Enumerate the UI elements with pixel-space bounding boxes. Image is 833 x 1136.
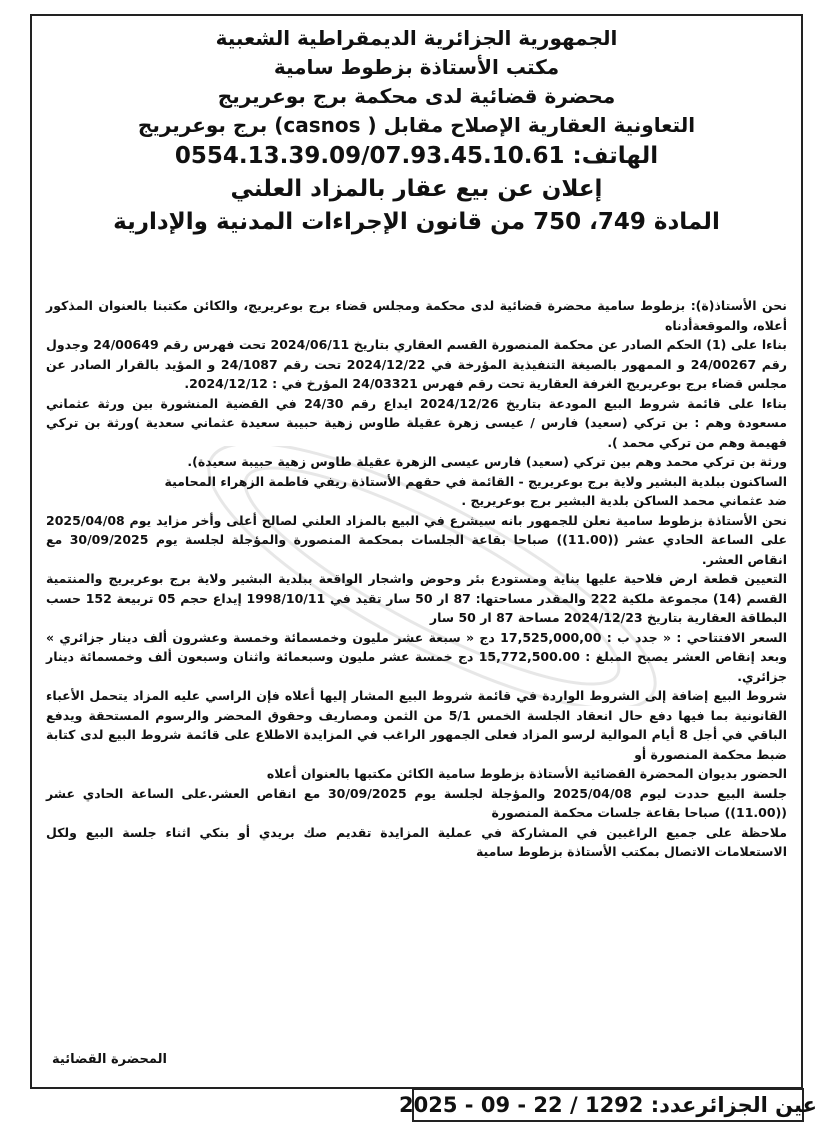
paragraph-residents: الساكنون ببلدية البشير ولاية برج بوعريريج - القائمة في حقهم الأستاذة ريفي فاطمة الزهراء المحامية: [164, 473, 787, 489]
header-legal-articles: المادة 749، 750 من قانون الإجراءات المدنية والإدارية: [113, 209, 720, 235]
paragraph-attendance: الحضور بديوان المحضرة القضائية الأستاذة بزطوط سامية الكائن مكتبها بالعنوان أعلاه: [266, 766, 787, 781]
paragraph-intro: نحن الأستاذ(ة): بزطوط سامية محضرة قضائية لدى محكمة ومجلس قضاء برج بوعريريج، والكائن مكتبنا بالعنوان المذكور أعلاه، والموقعةأدناه: [46, 298, 787, 333]
paragraph-sale-terms: شروط البيع إضافة إلى الشروط الواردة في قائمة شروط البيع المشار إليها أعلاه فإن الراسي عليه المزاد يتحمل الأعباء القانونية بما فيها دفع حال انعقاد الجلسة الخمس 5/1 من الثمن ومصاريف وحقوق المحضر والرسوم المستحقة ويدفع الباقي في أجل 8 أيام الموالية لرسو المزاد فعلى الجمهور الراغب في المزايدة الاطلاع على قائمة شروط البيع لدى كتابة ضبط محكمة المنصورة أو: [46, 688, 787, 762]
header: [32, 16, 801, 239]
header-republic: الجمهورية الجزائرية الديمقراطية الشعبية: [215, 26, 618, 50]
paragraph-session: جلسة البيع حددت ليوم 2025/04/08 والمؤجلة لجلسة يوم 30/09/2025 مع انقاص العشر.على الساعة الحادي عشر ((11.00)) صباحا بقاعة جلسات محكمة المنصورة: [46, 785, 787, 820]
announcement-frame: [30, 14, 803, 1089]
paragraph-conditions-list: بناءا على قائمة شروط البيع المودعة بتاريخ 2024/12/26 ايداع رقم 24/30 في القضية المنشورة بين ورثة عثماني مسعودة وهم : بن تركي (سعيد) فارس / عيسى زهرة عقيلة طاوس زهية حبيبة سعيدة عثماني سعدية )ورثة بن تركي فهيمة وهم من تركي محمد ).: [46, 395, 787, 450]
paragraph-opening-price: السعر الافتتاحي : « جدد ب : 17,525,000,00 دج « سبعة عشر مليون وخمسمائة وخمسة وعشرون ألف دينار جزائري » وبعد إنقاص العشر يصبح المبلغ : 15,772,500.00 دج خمسة عشر مليون وسبعمائة واثنان وسبعون ألف وخمسمائة دينار جزائري.: [46, 629, 787, 684]
header-bailiff: محضرة قضائية لدى محكمة برج بوعريريج: [217, 84, 616, 108]
header-announcement-title: إعلان عن بيع عقار بالمزاد العلني: [230, 176, 603, 202]
paragraph-auction-date: نحن الأستاذة بزطوط سامية نعلن للجمهور بانه سيشرع في البيع بالمزاد العلني لصالح أعلى وأخر مزايد يوم 2025/04/08 على الساعة الحادي عشر ((11.00)) صباحا بقاعة الجلسات بمحكمة المنصورة والمؤجلة لجلسة يوم 30/09/2025 مع انقاص العشر.: [46, 512, 787, 567]
paragraph-note: ملاحظة على جميع الراغبين في المشاركة في عملية المزايدة تقديم صك بريدي أو بنكي اثناء جلسة البيع ولكل الاستعلامات الاتصال بمكتب الأستاذة بزطوط سامية: [46, 824, 787, 859]
signature: المحضرة القضائية: [52, 1052, 167, 1067]
header-phone: الهاتف: 0554.13.39.09/07.93.45.10.61: [174, 143, 659, 169]
paragraph-against: ضد عثماني محمد الساكن بلدية البشير برج بوعريريج .: [461, 493, 787, 508]
announcement-body: [46, 296, 787, 1067]
paragraph-property: التعيين قطعة ارض فلاحية عليها بناية ومستودع بئر وحوض واشجار الواقعة ببلدية البشير ولاية برج بوعريريج والمنتمية القسم (14) مجموعة ملكية 222 والمقدر مساحتها: 87 ار 50 سار تقيد في 1998/10/11 إيداع حجم 05 تربيعة 152 حسب البطاقة العقارية بتاريخ 2024/12/23 مساحة 87 ار 50 سار: [46, 571, 787, 625]
newspaper-footer: عين الجزائرعدد: 1292 / 22 - 09 - 2025: [412, 1088, 804, 1122]
paragraph-judgment: بناءا على (1) الحكم الصادر عن محكمة المنصورة القسم العقاري بتاريخ 2024/06/11 تحت فهرس رقم 24/00649 وجدول رقم 24/00267 و الممهور بالصيغة التنفيذية المؤرخة في 2024/12/22 تحت رقم 24/1087 و المؤيد بالقرار الصادر عن مجلس قضاء برج بوعريريج الغرفة العقارية تحت رقم فهرس 24/03321 المؤرخ في : 2024/12/12.: [46, 337, 787, 391]
header-address: التعاونية العقارية الإصلاح مقابل ( casnos) برج بوعريريج: [137, 113, 696, 137]
paragraph-heirs: ورثة بن تركي محمد وهم بين تركي (سعيد) فارس عيسى الزهرة عقيلة طاوس زهية حبيبة سعيدة).: [187, 454, 787, 469]
header-office: مكتب الأستاذة بزطوط سامية: [273, 55, 560, 79]
